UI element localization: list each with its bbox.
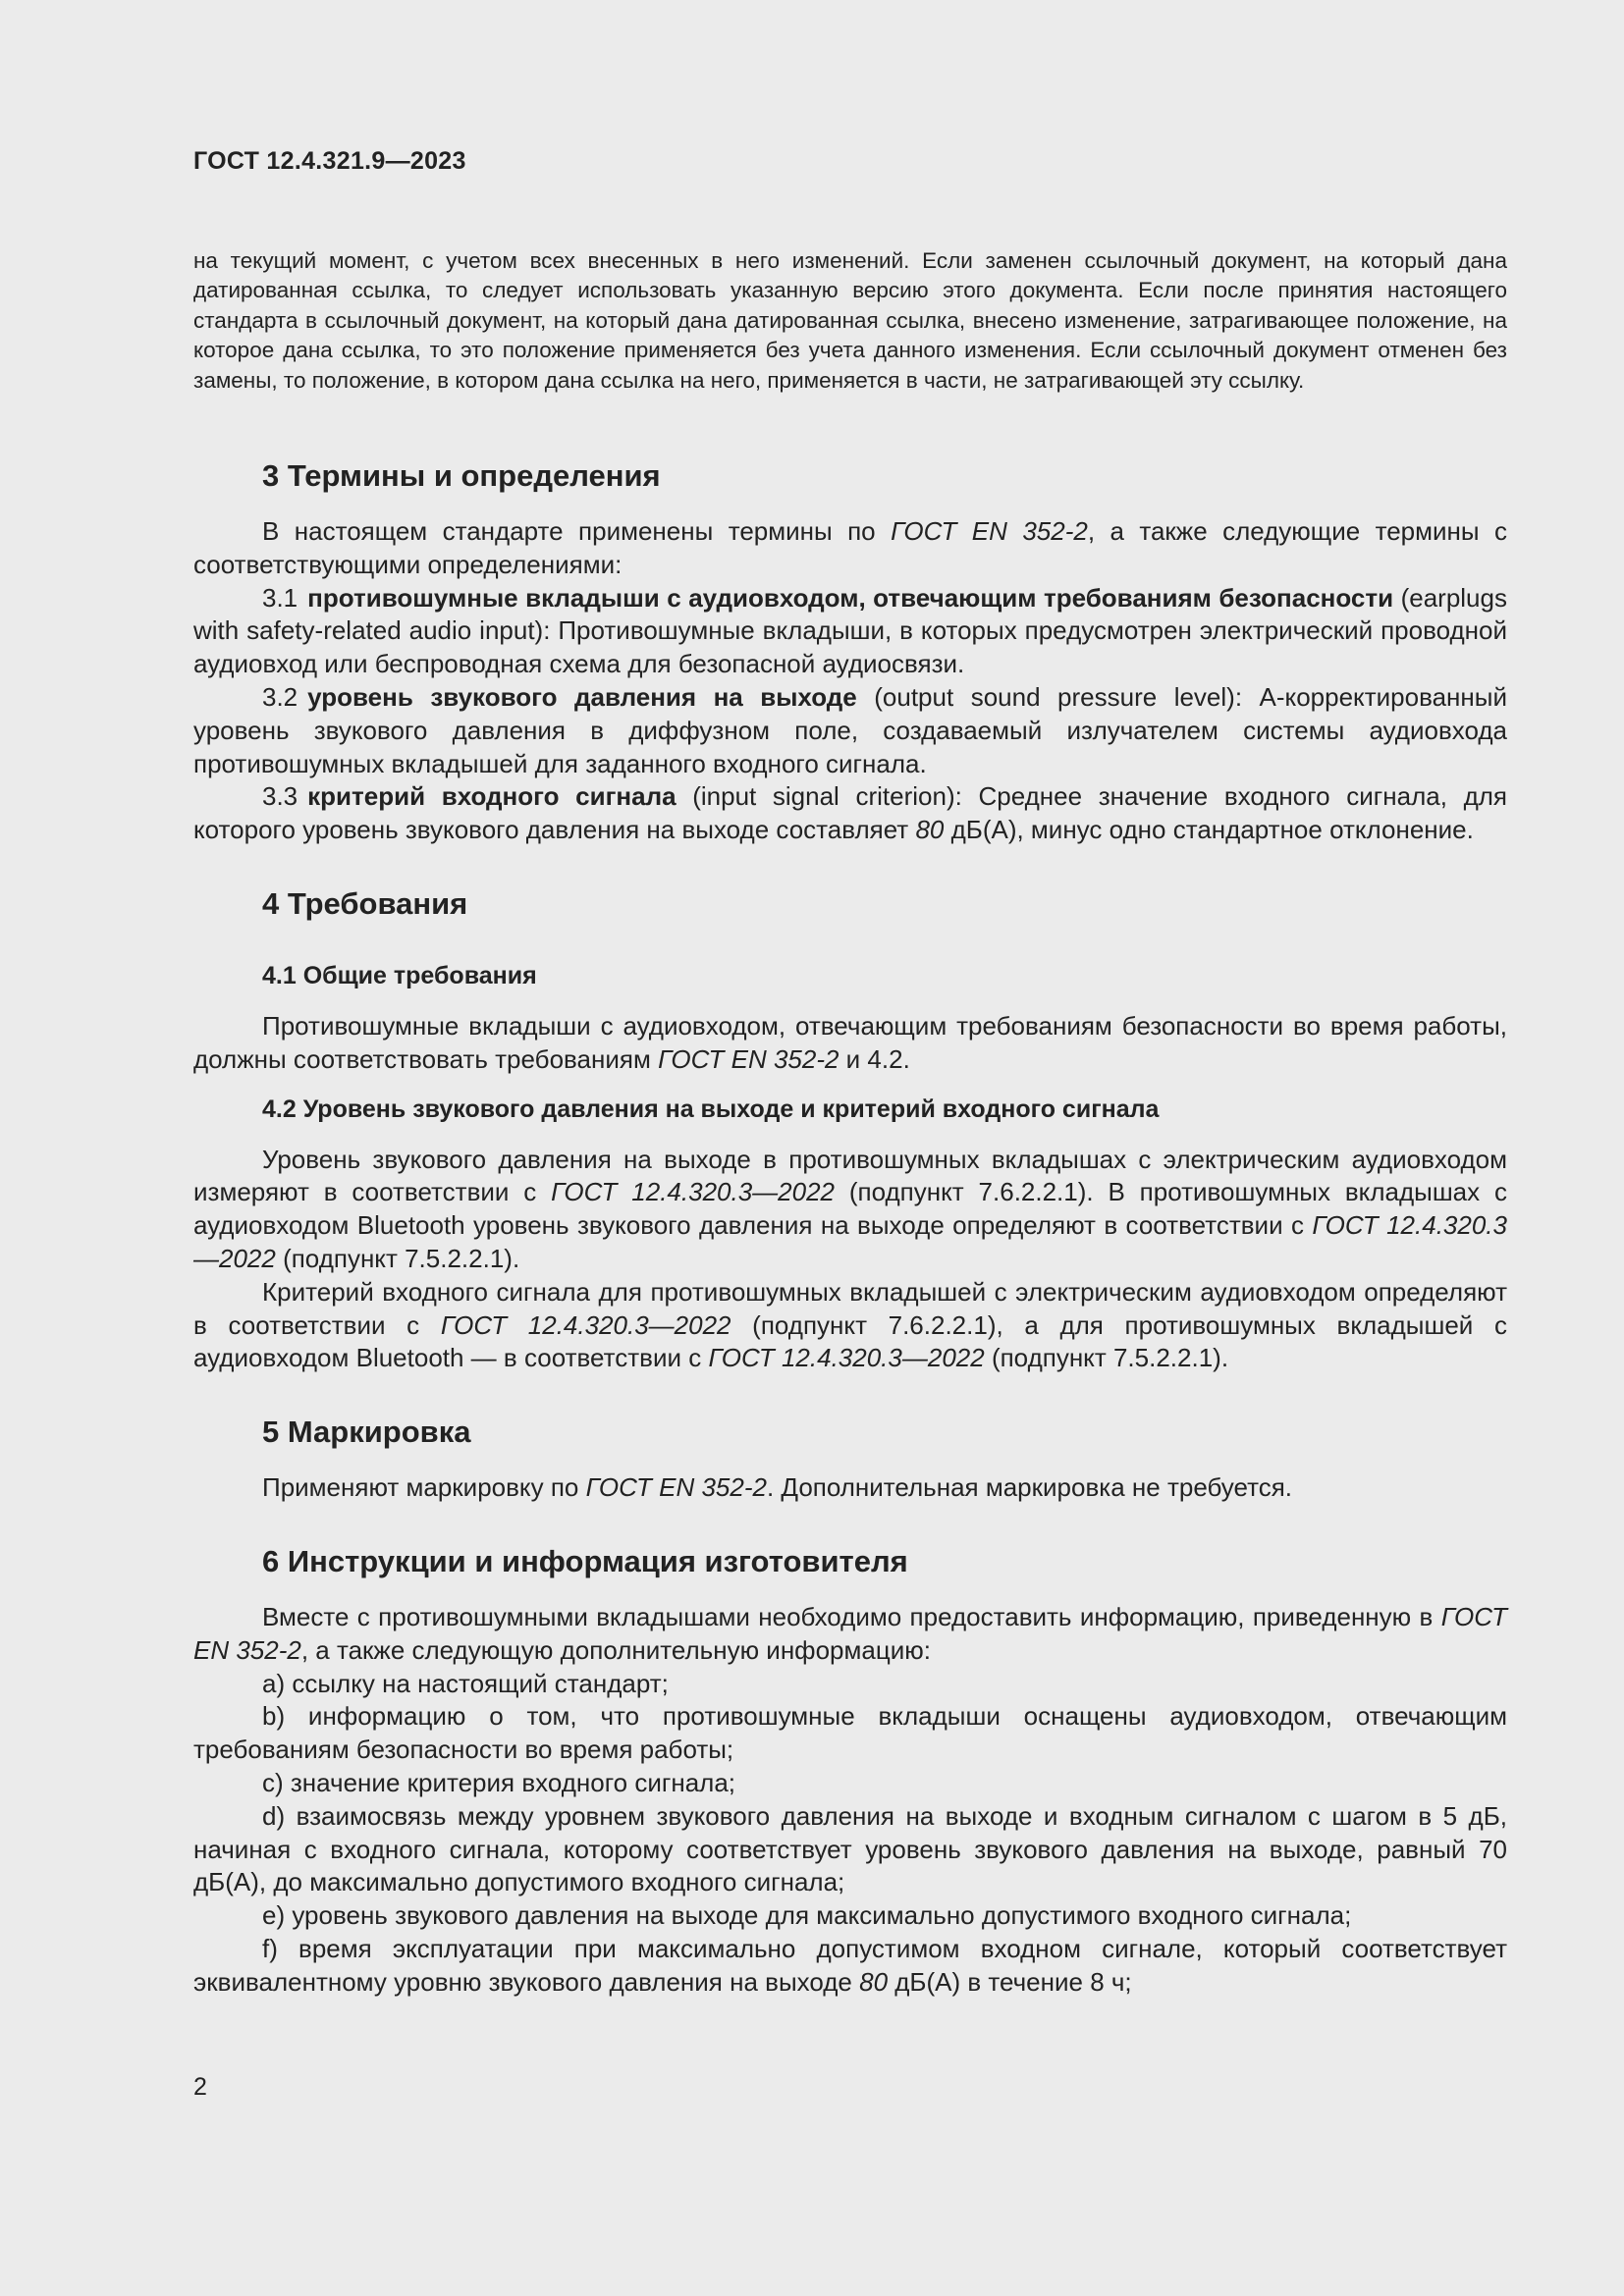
term-3-1: 3.1 противошумные вкладыши с аудиовходом, отвечающим требованиям безопасности (earplugs with safety-related audio input): Противошумные вкладыши, в которых предусмотрен электрический проводной аудиовход или беспроводная схема для безопасной аудиосвязи. (193, 582, 1507, 679)
term-3-2: 3.2 уровень звукового давления на выходе (output sound pressure level): A-корректированный уровень звукового давления в диффузном поле, создаваемый излучателем системы аудиовхода противошумных вкладышей для заданного входного сигнала. (193, 681, 1507, 778)
standard-reference: ГОСТ 12.4.320.3—2022 (193, 1210, 1507, 1273)
document-body (193, 456, 1507, 2000)
subsection-4-2-heading: 4.2 Уровень звукового давления на выходе и критерий входного сигнала (262, 1095, 1160, 1123)
section-4-heading: 4 Требования (262, 885, 468, 921)
list-item-b: b) информацию о том, что противошумные вкладыши оснащены аудиовходом, отвечающим требованиям безопасности во время работы; (193, 1701, 1507, 1765)
page-number: 2 (193, 2073, 207, 2101)
list-item-c: c) значение критерия входного сигнала; (262, 1767, 736, 1797)
list-item-a: a) ссылку на настоящий стандарт; (262, 1668, 669, 1698)
term-name: критерий входного сигнала (307, 781, 677, 812)
intro-paragraph: на текущий момент, с учетом всех внесенных в него изменений. Если заменен ссылочный документ, на который дана датированная ссылка, то следует использовать указанную версию этого документа. Если после принятия настоящего стандарта в ссылочный документ, на который дана датированная ссылка, внесено изменение, затрагивающее положение, на которое дана ссылка, то это положение применяется без учета данного изменения. Если ссылочный документ отменен без замены, то положение, в котором дана ссылка на него, применяется в части, не затрагивающей эту ссылку. (193, 247, 1507, 393)
document-header: ГОСТ 12.4.321.9—2023 (193, 147, 466, 175)
section-5-heading: 5 Маркировка (262, 1415, 471, 1450)
standard-reference: ГОСТ 12.4.320.3—2022 (708, 1343, 985, 1373)
section-6-lead: Вместе с противошумными вкладышами необходимо предоставить информацию, приведенную в ГОСТ EN 352-2, а также следующую дополнительную информацию: (193, 1601, 1507, 1665)
list-item-d: d) взаимосвязь между уровнем звукового давления на выходе и входным сигналом с шагом в 5 дБ, начиная с входного сигнала, которому соответствует уровень звукового давления на выходе, равный 70 дБ(А), до максимально допустимого входного сигнала; (193, 1800, 1507, 1897)
subsection-4-2-para-1: Уровень звукового давления на выходе в противошумных вкладышах с электрическим аудиовходом измеряют в соответствии с ГОСТ 12.4.320.3—2022 (подпункт 7.6.2.2.1). В противошумных вкладышах с аудиовходом Bluetooth уровень звукового давления на выходе определяют в соответствии с ГОСТ 12.4.320.3—2022 (подпункт 7.5.2.2.1). (193, 1144, 1507, 1273)
subsection-4-1-text: Противошумные вкладыши с аудиовходом, отвечающим требованиям безопасности во время работы, должны соответствовать требованиям ГОСТ EN 352-2 и 4.2. (193, 1010, 1507, 1074)
term-name: противошумные вкладыши с аудиовходом, отвечающим требованиям безопасности (307, 582, 1394, 613)
section-5-text: Применяют маркировку по ГОСТ EN 352-2. Дополнительная маркировка не требуется. (262, 1472, 1293, 1503)
standard-reference: ГОСТ 12.4.320.3—2022 (440, 1309, 731, 1340)
subsection-4-1-heading: 4.1 Общие требования (262, 961, 537, 989)
subsection-4-2-para-2: Критерий входного сигнала для противошумных вкладышей с электрическим аудиовходом определяют в соответствии с ГОСТ 12.4.320.3—2022 (подпункт 7.6.2.2.1), а для противошумных вкладышей с аудиовходом Bluetooth — в соответствии с ГОСТ 12.4.320.3—2022 (подпункт 7.5.2.2.1). (193, 1276, 1507, 1373)
term-3-3: 3.3 критерий входного сигнала (input signal criterion): Среднее значение входного сигнала, для которого уровень звукового давления на выходе составляет 80 дБ(А), минус одно стандартное отклонение. (193, 781, 1508, 845)
list-item-e: e) уровень звукового давления на выходе для максимально допустимого входного сигнала; (262, 1900, 1352, 1931)
section-3-heading: 3 Термины и определения (262, 458, 661, 493)
term-name: уровень звукового давления на выходе (307, 681, 857, 712)
list-item-f: f) время эксплуатации при максимально допустимом входном сигнале, который соответствует эквивалентному уровню звукового давления на выходе 80 дБ(А) в течение 8 ч; (193, 1933, 1507, 1997)
standard-reference: ГОСТ EN 352-2 (193, 1601, 1507, 1665)
standard-reference: ГОСТ EN 352-2 (891, 516, 1088, 546)
standard-reference: ГОСТ 12.4.320.3—2022 (551, 1177, 836, 1207)
section-3-lead: В настоящем стандарте применены термины по ГОСТ EN 352-2, а также следующие термины с соответствующими определениями: (193, 516, 1507, 579)
standard-reference: ГОСТ EN 352-2 (585, 1472, 767, 1503)
standard-reference: ГОСТ EN 352-2 (658, 1043, 839, 1074)
section-6-heading: 6 Инструкции и информация изготовителя (262, 1543, 908, 1578)
